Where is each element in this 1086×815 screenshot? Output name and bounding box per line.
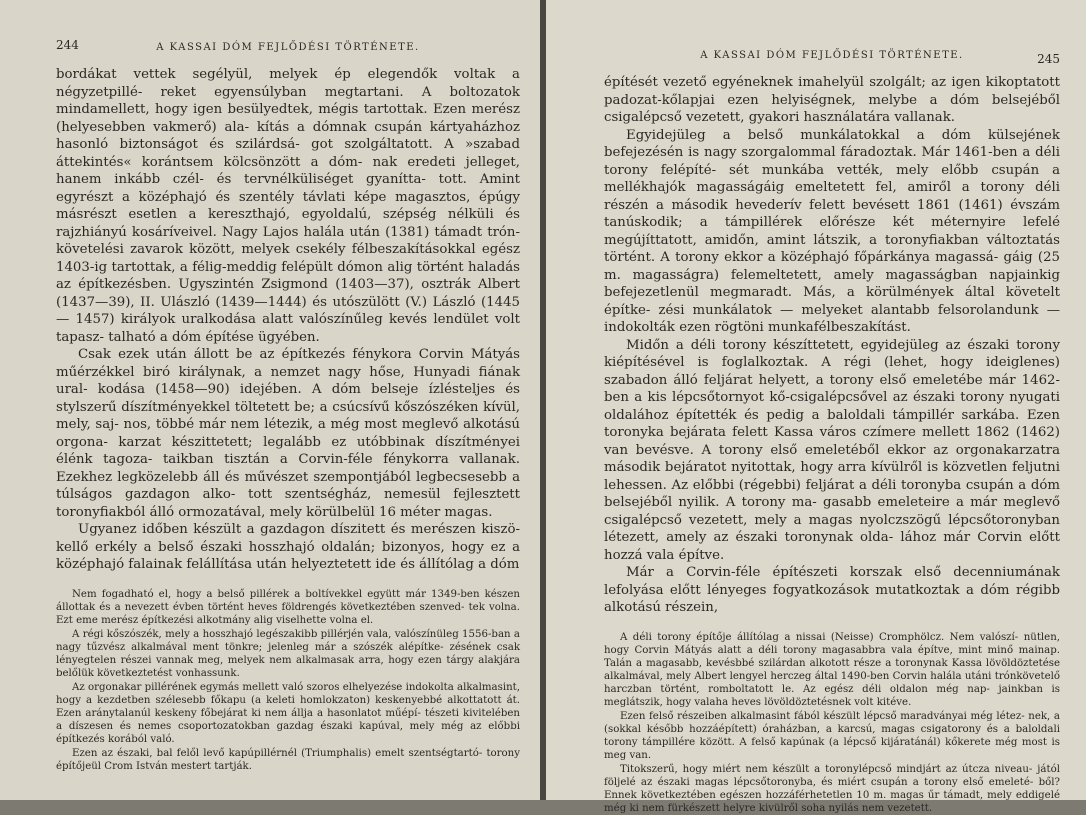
left-footnotes (56, 588, 520, 773)
right-footnotes (604, 631, 1060, 815)
left-footnote-2: A régi kőszószék, mely a hosszhajó legészakibb pillérjén vala, valószínüleg 1556-ban a nagy tűzvész alkalmával ment tönkre; jelenleg már a szószék alépítke- zésének csak lényegtelen részei vannak meg, melyek nem alkalmasak arra, hogy ezen tárgy alakjára belőlük következtetést vonhassunk. (56, 628, 520, 679)
right-paragraph-2: Egyidejüleg a belső munkálatokkal a dóm külsejének befejezésén is nagy szorgalommal fáradoztak. Már 1461-ben a déli torony felépíté- sét munkába vették, mely előbb csupán a mellékhajók magasságáig emeltetett fel, amiről a torony déli részén a második hevederív felett bevésett 1861 (1461) évszám tanúskodik; a támpillérek előrésze két méternyire lefelé megújíttatott, amidőn, amint látszik, a toronyfiakban változtatás történt. A torony ekkor a középhajó főpárkánya magassá- gáig (25 m. magasságra) felemeltetett, amely magasságban napjainkig befejezetlenül megmaradt. Más, a körülmények által követelt építke- zési munkálatok — melyeket alantabb felsorolandunk — indokolták ezen rögtöni munkafélbeszakítást. (604, 127, 1060, 335)
left-paragraph-1: bordákat vettek segélyül, melyek ép elegendők voltak a négyzetpillé- reket egyensúlyban megtartani. A boltozatok mindamellett, hogy igen besülyedtek, mégis tartottak. Ezen merész (helyesebben vakmerő) ala- kítás a dómnak csupán kártyaházhoz hasonló biztonságot és szilárdsá- got szolgáltatott. A »szabad áttekintés« korántsem kölcsönzött a dóm- nak eredeti jelleget, hanem inkább czél- és tervnélküliséget gyanítta- tott. Amint egyrészt a középhajó és szentély távlati képe magasztos, épúgy másrészt esetlen a kereszthajó, egyoldalú, szépség nélküli és rajzhiányú kosáríveivel. Nagy Lajos halála után (1381) támadt trón- követelési zavarok között, melyek csekély félbeszakításokkal egész 1403-ig tartottak, a félig-meddig felépült dómon alig történt haladás az építkezésben. Ugyszintén Zsigmond (1403—37), osztrák Albert (1437—39), II. Ulászló (1439—1444) és utószülött (V.) László (1445— 1457) királyok uralkodása alatt valószínűleg kevés lendület volt tapasz- talható a dóm építése ügyében. (56, 67, 520, 345)
left-running-title: A KASSAI DÓM FEJLŐDÉSI TÖRTÉNETE. (156, 42, 420, 53)
left-paragraph-2: Csak ezek után állott be az építkezés fénykora Corvin Mátyás műérzékkel biró királynak, a nemzet nagy hőse, Hunyadi fiának ural- kodása (1458—90) idejében. A dóm belseje ízlésteljes és stylszerű díszítményekkel töltetett be; a csúcsívű kőszószéken kívül, mely, saj- nos, többé már nem létezik, a még most meglevő alkotású orgona- karzat készittetett; legalább ez utóbbinak díszítményei élénk tagoza- taikban tisztán a Corvin-féle fénykorra vallanak. Ezekhez legközelebb áll és művészet szempontjából legbecsesebb a túlságos gazdagon alko- tott szentségház, nemesül fejlesztett toronyfiakból álló ormozatával, mely körülbelül 16 méter magas. (56, 347, 520, 520)
left-footnote-1: Nem fogadható el, hogy a belső pillérek a boltívekkel együtt már 1349-ben készen állottak és a nevezett évben történt heves földrengés következtében szenved- tek volna. Ezt eme merész építkezési alkotmány alig viselhette volna el. (56, 588, 520, 626)
right-page (546, 0, 1086, 814)
right-paragraph-4: Már a Corvin-féle építészeti korszak első decenniumának lefolyása előtt lényeges fogyatkozások mutatkoztak a dóm régibb alkotású részein, (604, 565, 1060, 615)
left-footnote-4: Ezen az északi, bal felől levő kapúpillérnél (Triumphalis) emelt szentségtartó- torony építőjeül Crom István mestert tartják. (56, 747, 520, 772)
right-paragraph-3: Midőn a déli torony készíttetett, egyidejüleg az északi torony kiépítésével is foglalkoztak. A régi (lehet, hogy ideiglenes) szabadon álló feljárat helyett, a torony első emeletébe már 1462-ben a kis lépcsőtornyot kő-csigalépcsővel az északi torony nyugati oldalához építették és pedig a baloldali támpillér sarkába. Ezen toronyka bejárata felett Kassa város czímere mellett 1862 (1462) van bevésve. A torony első emeletéből ekkor az orgonakarzatra második bejáratot nyitottak, hogy arra kívülről is közvetlen feljutni lehessen. Az előbbi (régebbi) feljárat a déli toronyba csupán a dóm belsejéből nyilik. A torony ma- gasabb emeleteire a már meglevő csigalépcső vezetett, mely a magas nyolczszögű lépcsőtoronyban létezett, amely az északi toronynak olda- lához már Corvin előtt hozzá vala építve. (604, 337, 1060, 563)
right-footnote-3: Titokszerű, hogy miért nem készült a toronylépcső mindjárt az útcza niveau- jától följelé az északi magas lépcsőtoronyba, és miért csupán a torony első emeleté- ből? Ennek következtében egészen hozzáférhetetlen 10 m. magas űr támadt, mely eddigelé még ki nem fürkészett helyre kivülről soha nyilás nem vezetett. (604, 763, 1060, 814)
left-body-text (56, 66, 520, 574)
left-paragraph-3: Ugyanez időben készült a gazdagon díszitett és merészen kiszö- kellő erkély a belső északi hosszhajó oldalán; bizonyos, hogy ez a középhajó falainak felállítása után helyeztetett ide és állítólag a dóm (56, 522, 520, 572)
right-paragraph-1: építését vezető egyéneknek imahelyül szolgált; az igen kikoptatott padozat-kőlapjai ezen helyiségnek, melybe a dóm belsejéből csigalépcső vezetett, gyakori használatára vallanak. (604, 75, 1060, 125)
right-footnote-2: Ezen felső részeiben alkalmasint fából készült lépcső maradványai még létez- nek, a (sokkal később hozzáépített) óraházban, a karcsú, magas csigatorony és a baloldali torony támpillére között. A felső kapúnak (a lépcső kijáratánál) kőkerete még most is meg van. (604, 710, 1060, 761)
right-page-number: 245 (1037, 52, 1060, 66)
right-body-text (604, 74, 1060, 617)
left-running-head (56, 38, 520, 66)
left-footnote-3: Az orgonakar pillérének egymás mellett való szoros elhelyezése indokolta alkalmasint, hogy a kezdetben szélesebb főkapu (a keleti homlokzaton) keskenyebbé alkottatott át. Ezen aránytalanúl keskeny főbejárat ki nem állja a hasonlatot műépí- tészeti kivitelében a díszesen és nemes csoportozatokban gazdag északi kapúval, mely még az előbbi építkezés korából való. (56, 681, 520, 745)
right-footnote-1: A déli torony építője állítólag a nissai (Neisse) Cromphölcz. Nem valószí- nütlen, hogy Corvin Mátyás alatt a déli torony magasabbra vala építve, mint minő mainap. Talán a magasabb, kevésbbé szilárdan alkotott része a toronynak Kassa lövöldöztetése alkalmával, mely Albert lengyel herczeg által 1490-ben Corvin halála utáni trónkövetelő harczban történt, romboltatott le. Az egész déli oldalon még nap- jainkban is meglátszik, hogy valaha heves lövöldöztetésnek volt kitéve. (604, 631, 1060, 708)
left-page-number: 244 (56, 38, 79, 52)
right-running-title: A KASSAI DÓM FEJLŐDÉSI TÖRTÉNETE. (700, 50, 964, 61)
left-page (0, 0, 540, 800)
right-running-head (604, 50, 1060, 74)
